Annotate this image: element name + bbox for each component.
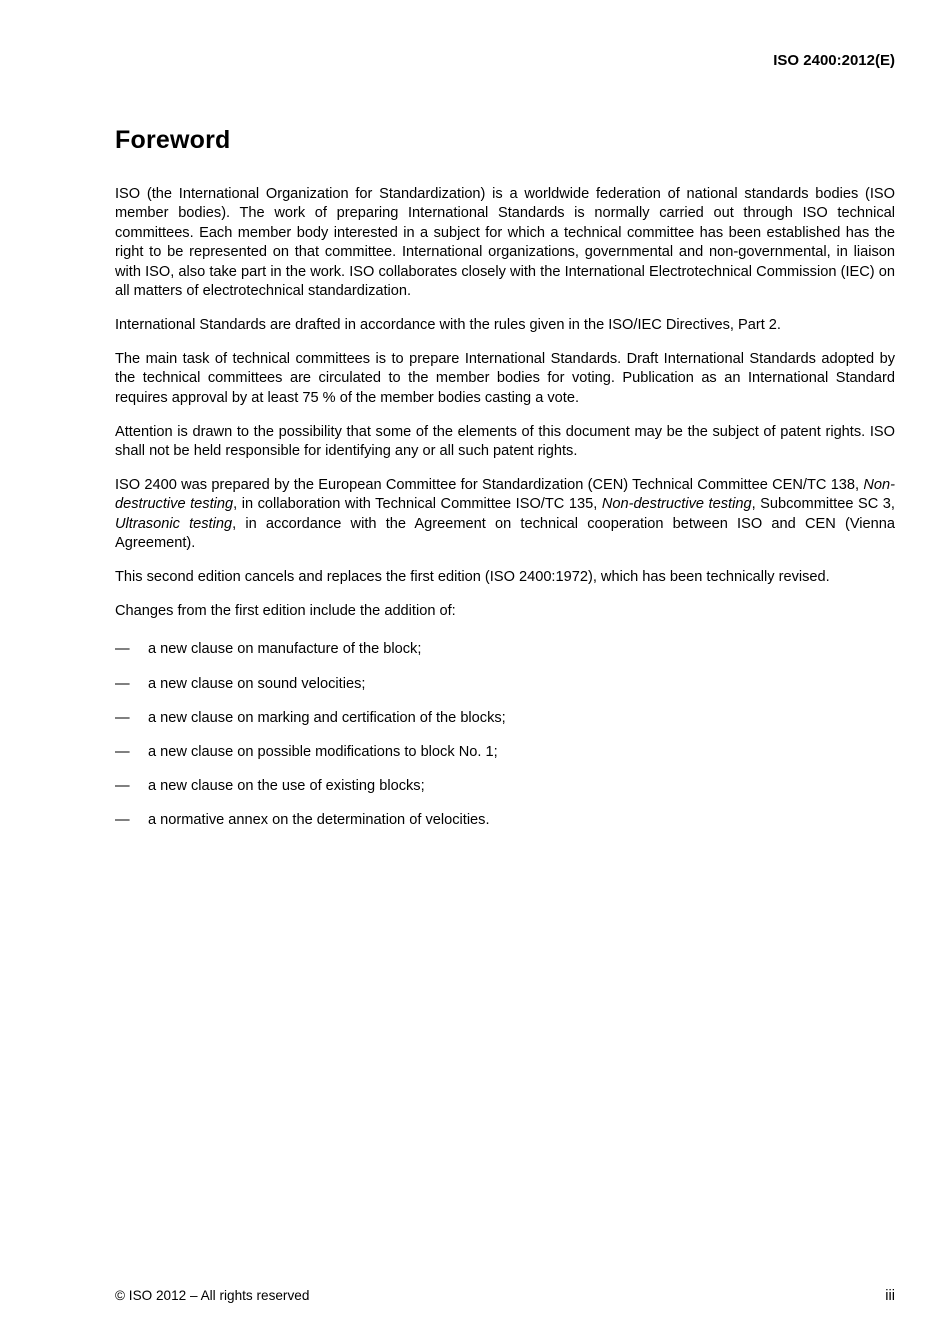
list-item-text: a new clause on marking and certification of the blocks;: [148, 709, 506, 726]
text-segment: , in accordance with the Agreement on technical cooperation between ISO and CEN (Vienna Agreement).: [115, 515, 896, 552]
list-item: [115, 811, 895, 830]
list-item-text: a normative annex on the determination of velocities.: [148, 812, 490, 829]
foreword-title: Foreword: [115, 126, 231, 154]
dash-marker: —: [115, 641, 130, 658]
list-item-text: a new clause on possible modifications to block No. 1;: [148, 743, 498, 760]
dash-marker: —: [115, 709, 130, 726]
text-segment: , in collaboration with Technical Committee ISO/TC 135,: [233, 496, 602, 513]
list-item: [115, 640, 895, 659]
paragraph-prepared-by: [115, 476, 895, 554]
dash-marker: —: [115, 778, 130, 795]
page-header: [115, 52, 895, 70]
page-number: iii: [885, 1288, 895, 1304]
list-item: [115, 777, 895, 796]
document-reference: ISO 2400:2012(E): [773, 52, 895, 69]
list-item: [115, 709, 895, 728]
list-item-text: a new clause on sound velocities;: [148, 675, 366, 692]
paragraph-iso-federation: ISO (the International Organization for Standardization) is a worldwide federation of national standards bodies (ISO member bodies). The work of preparing International Standards is normally carried out through ISO technical committees. Each member body interested in a subject for which a technical committee has been established has the right to be represented on that committee. International organizations, governmental and non-governmental, in liaison with ISO, also take part in the work. ISO collaborates closely with the International Electrotechnical Commission (IEC) on all matters of electrotechnical standardization.: [115, 186, 895, 300]
page-footer: [115, 1288, 895, 1304]
text-segment: , Subcommittee SC 3,: [751, 496, 895, 513]
paragraph-directives: International Standards are drafted in accordance with the rules given in the ISO/IEC Directives, Part 2.: [115, 316, 781, 333]
list-item-text: a new clause on the use of existing blocks;: [148, 778, 425, 795]
dash-marker: —: [115, 743, 130, 760]
italic-text-segment: Non-destructive testing: [115, 476, 895, 513]
list-item: [115, 743, 895, 762]
copyright-notice: © ISO 2012 – All rights reserved: [115, 1288, 310, 1303]
dash-marker: —: [115, 675, 130, 692]
text-segment: ISO 2400 was prepared by the European Committee for Standardization (CEN) Technical Committee CEN/TC 138,: [115, 476, 864, 493]
italic-text-segment: Ultrasonic testing: [115, 515, 233, 532]
changes-list: [115, 640, 895, 830]
paragraph-main-task: The main task of technical committees is to prepare International Standards. Draft International Standards adopted by the technical committees are circulated to the member bodies for voting. Publication as an International Standard requires approval by at least 75 % of the member bodies casting a vote.: [115, 350, 895, 406]
paragraph-second-edition: This second edition cancels and replaces the first edition (ISO 2400:1972), which has been technically revised.: [115, 569, 830, 585]
dash-marker: —: [115, 812, 130, 829]
list-item-text: a new clause on manufacture of the block;: [148, 641, 422, 658]
paragraph-changes-intro: Changes from the first edition include the addition of:: [115, 602, 456, 619]
list-item: [115, 675, 895, 694]
italic-text-segment: Non-destructive testing: [601, 496, 752, 513]
paragraph-patent-rights: Attention is drawn to the possibility that some of the elements of this document may be the subject of patent rights. ISO shall not be held responsible for identifying any or all such patent rights.: [115, 423, 895, 459]
